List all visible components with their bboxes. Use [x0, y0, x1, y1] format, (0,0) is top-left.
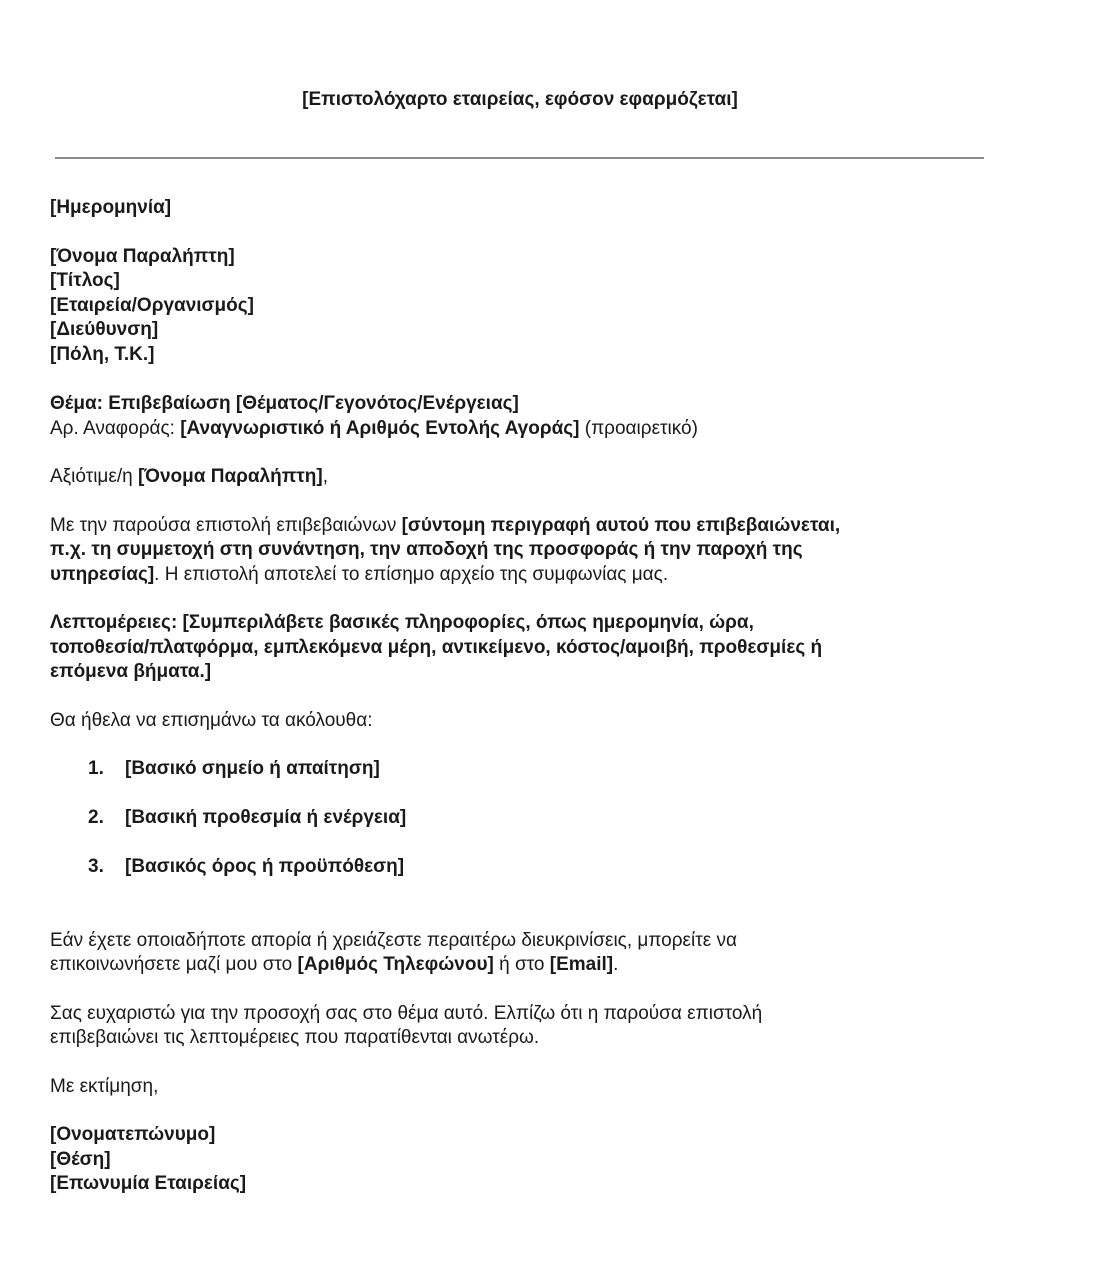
list-item — [50, 757, 990, 782]
signature-block — [50, 1123, 990, 1197]
recipient-city: [Πόλη, Τ.Κ.] — [50, 343, 155, 365]
salutation-suffix: , — [322, 466, 328, 487]
header-divider — [55, 157, 984, 159]
list-item-text: [Βασικός όρος ή προϋπόθεση] — [125, 856, 405, 877]
thanks-line-1: Σας ευχαριστώ για την προσοχή σας στο θέμα αυτό. Ελπίζω ότι η παρούσα επιστολή — [50, 1002, 763, 1024]
salutation-name: [Όνομα Παραλήπτη] — [137, 466, 323, 487]
reference-note: (προαιρετικό) — [579, 417, 698, 439]
salutation-prefix: Αξιότιμε/η — [50, 466, 138, 487]
contact-line-1: Εάν έχετε οποιαδήποτε απορία ή χρειάζεστε περαιτέρω διευκρινίσεις, μπορείτε να — [50, 929, 737, 951]
list-item — [50, 855, 990, 880]
date-line: [Ημερομηνία] — [50, 197, 172, 218]
contact-email: [Email] — [549, 954, 614, 975]
list-item-number: 1. — [88, 758, 104, 779]
contact-line-2: επικοινωνήσετε μαζί μου στο — [50, 954, 298, 975]
contact-phone: [Αριθμός Τηλεφώνου] — [297, 954, 494, 975]
signature-name: [Ονοματεπώνυμο] — [50, 1124, 216, 1145]
salutation-line — [50, 465, 990, 490]
confirmation-description-2: π.χ. τη συμμετοχή στη συνάντηση, την αποδοχή της προσφοράς ή την παροχή της — [50, 539, 803, 560]
subject-block — [50, 392, 990, 441]
list-item-number: 2. — [88, 806, 104, 828]
reference-value: [Αναγνωριστικό ή Αριθμός Εντολής Αγοράς] — [180, 417, 580, 439]
recipient-company: [Εταιρεία/Οργανισμός] — [50, 294, 254, 316]
contact-end: . — [613, 954, 619, 975]
details-paragraph — [50, 611, 990, 685]
letterhead: [Επιστολόχαρτο εταιρείας, εφόσον εφαρμόζεται] — [302, 89, 738, 110]
signature-company: [Επωνυμία Εταιρείας] — [50, 1173, 247, 1194]
subject-line: Θέμα: Επιβεβαίωση [Θέματος/Γεγονότος/Ενέργειας] — [50, 393, 519, 414]
reference-line — [50, 417, 990, 442]
list-item — [50, 806, 990, 831]
signature-position: [Θέση] — [50, 1148, 111, 1170]
list-item-number: 3. — [88, 856, 104, 877]
letter-body — [50, 196, 990, 1197]
list-item-text: [Βασική προθεσμία ή ενέργεια] — [125, 806, 407, 828]
confirmation-paragraph — [50, 514, 990, 588]
confirmation-intro: Με την παρούσα επιστολή επιβεβαιώνων — [50, 514, 402, 536]
recipient-address: [Διεύθυνση] — [50, 319, 159, 340]
confirmation-rest: . Η επιστολή αποτελεί το επίσημο αρχείο της συμφωνίας μας. — [154, 563, 669, 585]
recipient-block — [50, 245, 990, 368]
confirmation-description-1: [σύντομη περιγραφή αυτού που επιβεβαιώνεται, — [401, 514, 841, 536]
list-item-text: [Βασικό σημείο ή απαίτηση] — [125, 758, 380, 779]
points-intro: Θα ήθελα να επισημάνω τα ακόλουθα: — [50, 709, 373, 731]
thanks-paragraph — [50, 1002, 990, 1051]
details-line-2: τοποθεσία/πλατφόρμα, εμπλεκόμενα μέρη, αντικείμενο, κόστος/αμοιβή, προθεσμίες ή — [50, 636, 823, 658]
recipient-title: [Τίτλος] — [50, 270, 120, 291]
recipient-name: [Όνομα Παραλήπτη] — [50, 245, 235, 267]
contact-paragraph — [50, 929, 990, 978]
key-points-list — [50, 757, 990, 880]
confirmation-description-3: υπηρεσίας] — [50, 563, 155, 585]
contact-mid: ή στο — [493, 954, 550, 975]
details-line-3: επόμενα βήματα.] — [50, 661, 212, 682]
closing-line: Με εκτίμηση, — [50, 1075, 159, 1097]
details-line-1: Λεπτομέρειες: [Συμπεριλάβετε βασικές πληροφορίες, όπως ημερομηνία, ώρα, — [50, 612, 754, 633]
reference-label: Αρ. Αναφοράς: — [50, 417, 181, 439]
thanks-line-2: επιβεβαιώνει τις λεπτομέρειες που παρατίθενται ανωτέρω. — [50, 1027, 540, 1048]
